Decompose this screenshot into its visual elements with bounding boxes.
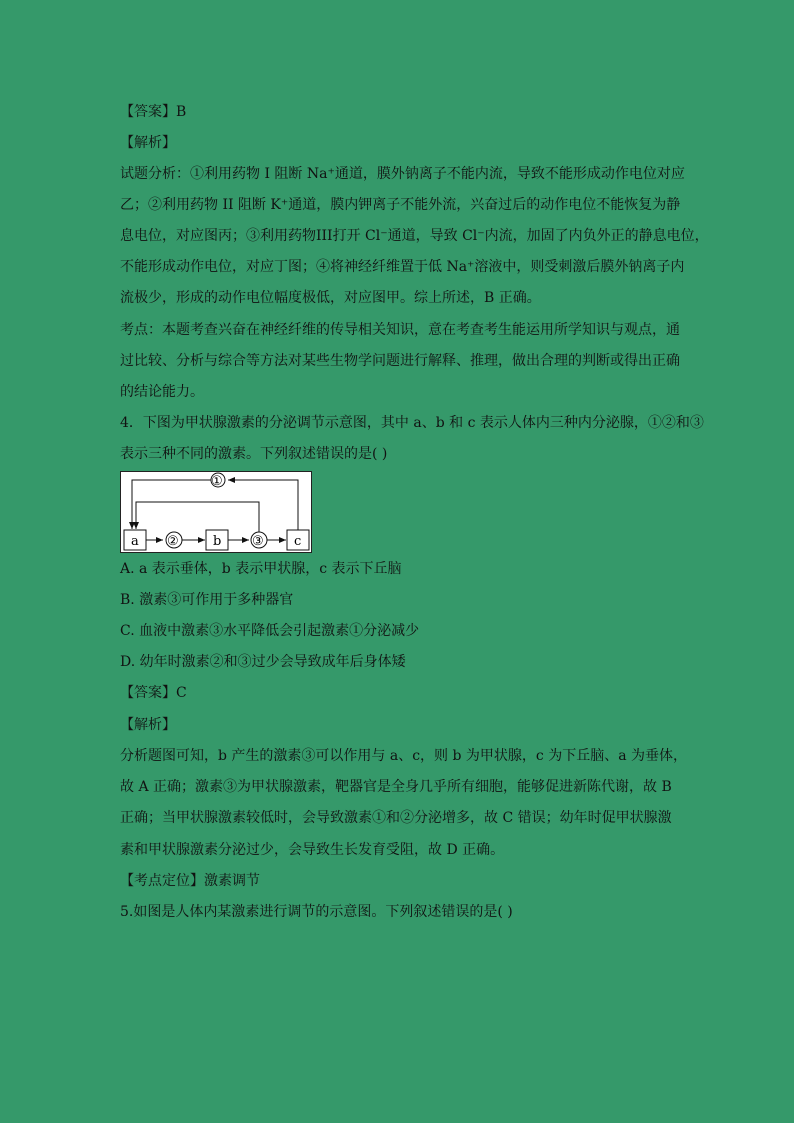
q4-option-d: D. 幼年时激素②和③过少会导致成年后身体矮 <box>120 654 406 670</box>
q3-analysis-line: 息电位，对应图丙；③利用药物III打开 Cl⁻通道，导致 Cl⁻内流，加固了内负外正的静息电位， <box>120 228 709 244</box>
q3-analysis-line: 试题分析：①利用药物 I 阻断 Na⁺通道，膜外钠离子不能内流，导致不能形成动作电位对应 <box>120 166 685 182</box>
box-b-label: b <box>213 534 222 549</box>
q3-analysis-heading: 【解析】 <box>120 135 176 151</box>
q4-analysis-heading: 【解析】 <box>120 717 176 733</box>
hormone-3-label: ③ <box>252 534 264 549</box>
q4-analysis-line: 正确；当甲状腺激素较低时，会导致激素①和②分泌增多，故 C 错误；幼年时促甲状腺激 <box>120 810 672 826</box>
hormone-1-label: ① <box>211 474 223 489</box>
q5-stem: 5.如图是人体内某激素进行调节的示意图。下列叙述错误的是( ) <box>120 904 513 920</box>
q3-analysis-line: 流极少，形成的动作电位幅度极低，对应图甲。综上所述，B 正确。 <box>120 290 541 306</box>
q4-analysis-line: 分析题图可知，b 产生的激素③可以作用与 a、c，则 b 为甲状腺，c 为下丘脑、a 为垂体， <box>120 748 687 764</box>
q4-stem-line: 4．下图为甲状腺激素的分泌调节示意图，其中 a、b 和 c 表示人体内三种内分泌腺，①②和③ <box>120 415 704 431</box>
q3-analysis-line: 乙；②利用药物 II 阻断 K⁺通道，膜内钾离子不能外流，兴奋过后的动作电位不能恢复为静 <box>120 197 681 213</box>
q4-stem-line: 表示三种不同的激素。下列叙述错误的是( ) <box>120 446 388 462</box>
box-c-label: c <box>294 534 302 549</box>
q3-kaodian-line: 过比较、分析与综合等方法对某些生物学问题进行解释、推理，做出合理的判断或得出正确 <box>120 353 680 369</box>
q4-analysis-line: 素和甲状腺激素分泌过少，会导致生长发育受阻，故 D 正确。 <box>120 842 505 858</box>
q4-option-c: C. 血液中激素③水平降低会引起激素①分泌减少 <box>120 623 420 639</box>
thyroid-regulation-diagram <box>120 471 312 553</box>
box-a-label: a <box>131 534 139 549</box>
q4-option-a: A. a 表示垂体，b 表示甲状腺，c 表示下丘脑 <box>120 561 402 577</box>
q4-answer: 【答案】C <box>120 685 187 701</box>
q4-kaodian: 【考点定位】激素调节 <box>120 873 260 889</box>
q4-analysis-line: 故 A 正确；激素③为甲状腺激素，靶器官是全身几乎所有细胞，能够促进新陈代谢，故 B <box>120 779 672 795</box>
q3-answer: 【答案】B <box>120 104 187 120</box>
q3-analysis-line: 不能形成动作电位，对应丁图；④将神经纤维置于低 Na⁺溶液中，则受刺激后膜外钠离子内 <box>120 259 685 275</box>
q4-option-b: B. 激素③可作用于多种器官 <box>120 592 294 608</box>
q3-kaodian-line: 考点：本题考查兴奋在神经纤维的传导相关知识，意在考查考生能运用所学知识与观点，通 <box>120 322 680 338</box>
q3-kaodian-line: 的结论能力。 <box>120 384 204 400</box>
hormone-2-label: ② <box>167 534 179 549</box>
